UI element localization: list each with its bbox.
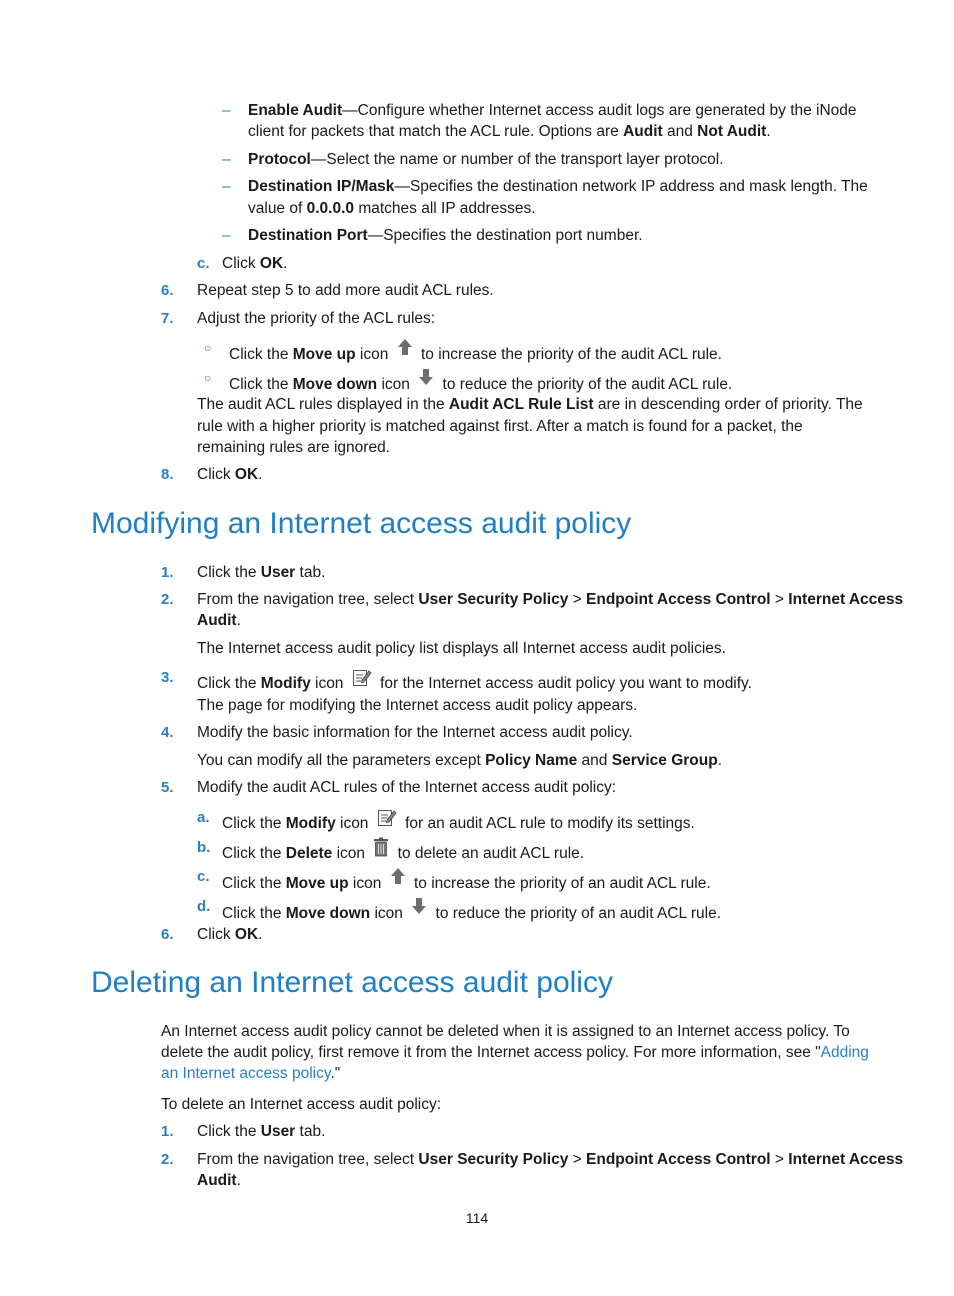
value: 0.0.0.0: [306, 200, 355, 217]
punct: .: [236, 612, 241, 629]
punct: .: [717, 752, 723, 769]
text: Click the: [222, 905, 286, 922]
punct: .: [766, 123, 771, 140]
desc: value of: [248, 200, 307, 217]
delete-step-2: [197, 1149, 903, 1170]
step-marker: 5.: [161, 779, 174, 796]
step-marker: 2.: [161, 591, 174, 608]
text: icon: [348, 875, 382, 892]
term: Move up: [292, 346, 356, 363]
punct: .: [236, 1172, 241, 1189]
modify-step-4-note: [197, 750, 722, 771]
desc: —Configure whether Internet access audit logs are generated by the iNode: [342, 102, 857, 119]
text: Click the: [229, 346, 293, 363]
page-number: 114: [465, 1210, 489, 1226]
step-marker: 7.: [161, 310, 174, 327]
text: icon: [332, 845, 366, 862]
separator: >: [770, 1151, 789, 1168]
term: Enable Audit: [248, 102, 343, 119]
step-marker: 8.: [161, 466, 174, 483]
term: Audit: [197, 1172, 237, 1189]
text: to increase the priority of an audit ACL rule.: [414, 875, 711, 892]
priority-note-cont: rule with a higher priority is matched against first. After a match is found for a packet, the: [197, 418, 803, 435]
move-up-item: [229, 337, 722, 365]
trash-icon: [373, 837, 389, 857]
down-arrow-icon: [418, 367, 434, 387]
desc: matches all IP addresses.: [354, 200, 536, 217]
term: Endpoint Access Control: [586, 1151, 771, 1168]
text: Click the: [222, 815, 286, 832]
separator: >: [770, 591, 789, 608]
step-8: [197, 464, 262, 485]
option: Not Audit: [697, 123, 767, 140]
enable-audit-item-cont: [248, 121, 771, 142]
step-marker: d.: [197, 898, 211, 915]
text: icon: [377, 376, 410, 393]
step-marker: 6.: [161, 282, 174, 299]
text: to delete an audit ACL rule.: [397, 845, 585, 862]
conj: and: [662, 123, 698, 140]
desc: —Select the name or number of the transport layer protocol.: [310, 151, 724, 168]
text: icon: [370, 905, 403, 922]
step-7: Adjust the priority of the ACL rules:: [197, 310, 436, 327]
down-arrow-icon: [411, 896, 427, 916]
section-heading-delete: Deleting an Internet access audit policy: [91, 966, 613, 999]
enable-audit-item: [248, 100, 857, 121]
term: Internet Access: [788, 1151, 904, 1168]
text: icon: [335, 815, 369, 832]
edit-icon: [352, 667, 372, 687]
text: to reduce the priority of the audit ACL rule.: [442, 376, 733, 393]
term: Protocol: [248, 151, 311, 168]
term: Destination IP/Mask: [248, 178, 395, 195]
step-c: [222, 253, 287, 274]
modify-step-1: [197, 562, 325, 583]
modify-step-5c: [222, 866, 711, 894]
text: Click the: [197, 675, 261, 692]
priority-note-cont: remaining rules are ignored.: [197, 439, 390, 456]
delete-para-cont: [161, 1042, 869, 1063]
delete-step-2-cont: [197, 1170, 241, 1191]
desc: —Specifies the destination port number.: [367, 227, 643, 244]
text: Click the: [222, 875, 286, 892]
ok-label: OK: [259, 255, 284, 272]
up-arrow-icon: [397, 337, 413, 357]
modify-step-6: [197, 924, 262, 945]
delete-para-cont: [161, 1063, 340, 1084]
adding-policy-link[interactable]: Adding: [820, 1044, 869, 1061]
term: Modify: [260, 675, 311, 692]
text: Click the: [229, 376, 293, 393]
conj: and: [577, 752, 612, 769]
text: icon: [355, 346, 389, 363]
modify-step-5a: [222, 807, 695, 834]
dash-bullet: –: [222, 178, 231, 195]
text: You can modify all the parameters except: [197, 752, 486, 769]
step-marker: c.: [197, 868, 210, 885]
text: Click: [222, 255, 260, 272]
modify-step-2: [197, 589, 903, 610]
step-marker: 1.: [161, 564, 174, 581]
term: Modify: [285, 815, 336, 832]
adding-policy-link[interactable]: an Internet access policy: [161, 1065, 331, 1082]
step-marker: 3.: [161, 669, 174, 686]
text: tab.: [295, 1123, 326, 1140]
step-marker: 6.: [161, 926, 174, 943]
text: delete the audit policy, first remove it from the Internet access policy. For more information, see ": [161, 1044, 821, 1061]
term: Move down: [285, 905, 371, 922]
punct: .: [283, 255, 288, 272]
text: are in descending order of priority. The: [593, 396, 863, 413]
up-arrow-icon: [390, 866, 406, 886]
term: Audit: [197, 612, 237, 629]
term: Move down: [292, 376, 378, 393]
modify-step-5d: [222, 896, 721, 924]
step-marker: 2.: [161, 1151, 174, 1168]
modify-step-3-note: The page for modifying the Internet access audit policy appears.: [197, 697, 638, 714]
text: Click: [197, 466, 235, 483]
edit-icon: [377, 807, 397, 827]
text: tab.: [295, 564, 326, 581]
priority-note: [197, 394, 863, 415]
text: for the Internet access audit policy you want to modify.: [380, 675, 752, 692]
punct: .": [330, 1065, 341, 1082]
text: Click the: [222, 845, 286, 862]
step-6: Repeat step 5 to add more audit ACL rules.: [197, 282, 494, 299]
text: to increase the priority of the audit ACL rule.: [421, 346, 722, 363]
circle-bullet: ○: [204, 341, 212, 355]
desc: client for packets that match the ACL rule. Options are: [248, 123, 624, 140]
term: Delete: [285, 845, 333, 862]
modify-step-4: Modify the basic information for the Internet access audit policy.: [197, 724, 633, 741]
move-down-item: [229, 367, 732, 395]
step-marker: b.: [197, 839, 211, 856]
text: From the navigation tree, select: [197, 591, 419, 608]
circle-bullet: ○: [204, 371, 212, 385]
text: Click the: [197, 564, 261, 581]
separator: >: [568, 1151, 587, 1168]
term: Internet Access: [788, 591, 904, 608]
modify-step-2-cont: [197, 610, 241, 631]
dash-bullet: –: [222, 102, 231, 119]
modify-step-2-note: The Internet access audit policy list displays all Internet access audit policies.: [197, 640, 726, 657]
delete-para: An Internet access audit policy cannot be deleted when it is assigned to an Internet access policy. To: [161, 1023, 850, 1040]
dest-port-item: [248, 225, 643, 246]
punct: .: [258, 466, 263, 483]
step-marker: 4.: [161, 724, 174, 741]
term: Destination Port: [248, 227, 368, 244]
term: User: [260, 1123, 296, 1140]
step-marker: c.: [197, 255, 210, 272]
modify-step-3: [197, 667, 752, 694]
dash-bullet: –: [222, 151, 231, 168]
term: Endpoint Access Control: [586, 591, 771, 608]
section-heading-modify: Modifying an Internet access audit policy: [91, 507, 632, 540]
text: for an audit ACL rule to modify its settings.: [405, 815, 695, 832]
text: The audit ACL rules displayed in the: [197, 396, 449, 413]
option: Audit: [623, 123, 663, 140]
separator: >: [568, 591, 587, 608]
step-marker: 1.: [161, 1123, 174, 1140]
text: From the navigation tree, select: [197, 1151, 419, 1168]
ok-label: OK: [234, 466, 259, 483]
term: Move up: [285, 875, 349, 892]
dest-ip-item-cont: [248, 198, 536, 219]
text: Click the: [197, 1123, 261, 1140]
punct: .: [258, 926, 263, 943]
term: Policy Name: [485, 752, 578, 769]
dash-bullet: –: [222, 227, 231, 244]
term: Audit ACL Rule List: [448, 396, 594, 413]
text: icon: [310, 675, 344, 692]
desc: —Specifies the destination network IP address and mask length. The: [394, 178, 868, 195]
text: to reduce the priority of an audit ACL rule.: [435, 905, 721, 922]
term: User Security Policy: [418, 1151, 569, 1168]
term: Service Group: [611, 752, 718, 769]
ok-label: OK: [234, 926, 259, 943]
dest-ip-item: [248, 176, 868, 197]
delete-intro: To delete an Internet access audit policy:: [161, 1096, 442, 1113]
modify-step-5b: [222, 837, 584, 864]
term: User: [260, 564, 296, 581]
term: User Security Policy: [418, 591, 569, 608]
text: Click: [197, 926, 235, 943]
delete-step-1: [197, 1121, 325, 1142]
modify-step-5: Modify the audit ACL rules of the Internet access audit policy:: [197, 779, 617, 796]
protocol-item: [248, 149, 724, 170]
step-marker: a.: [197, 809, 210, 826]
